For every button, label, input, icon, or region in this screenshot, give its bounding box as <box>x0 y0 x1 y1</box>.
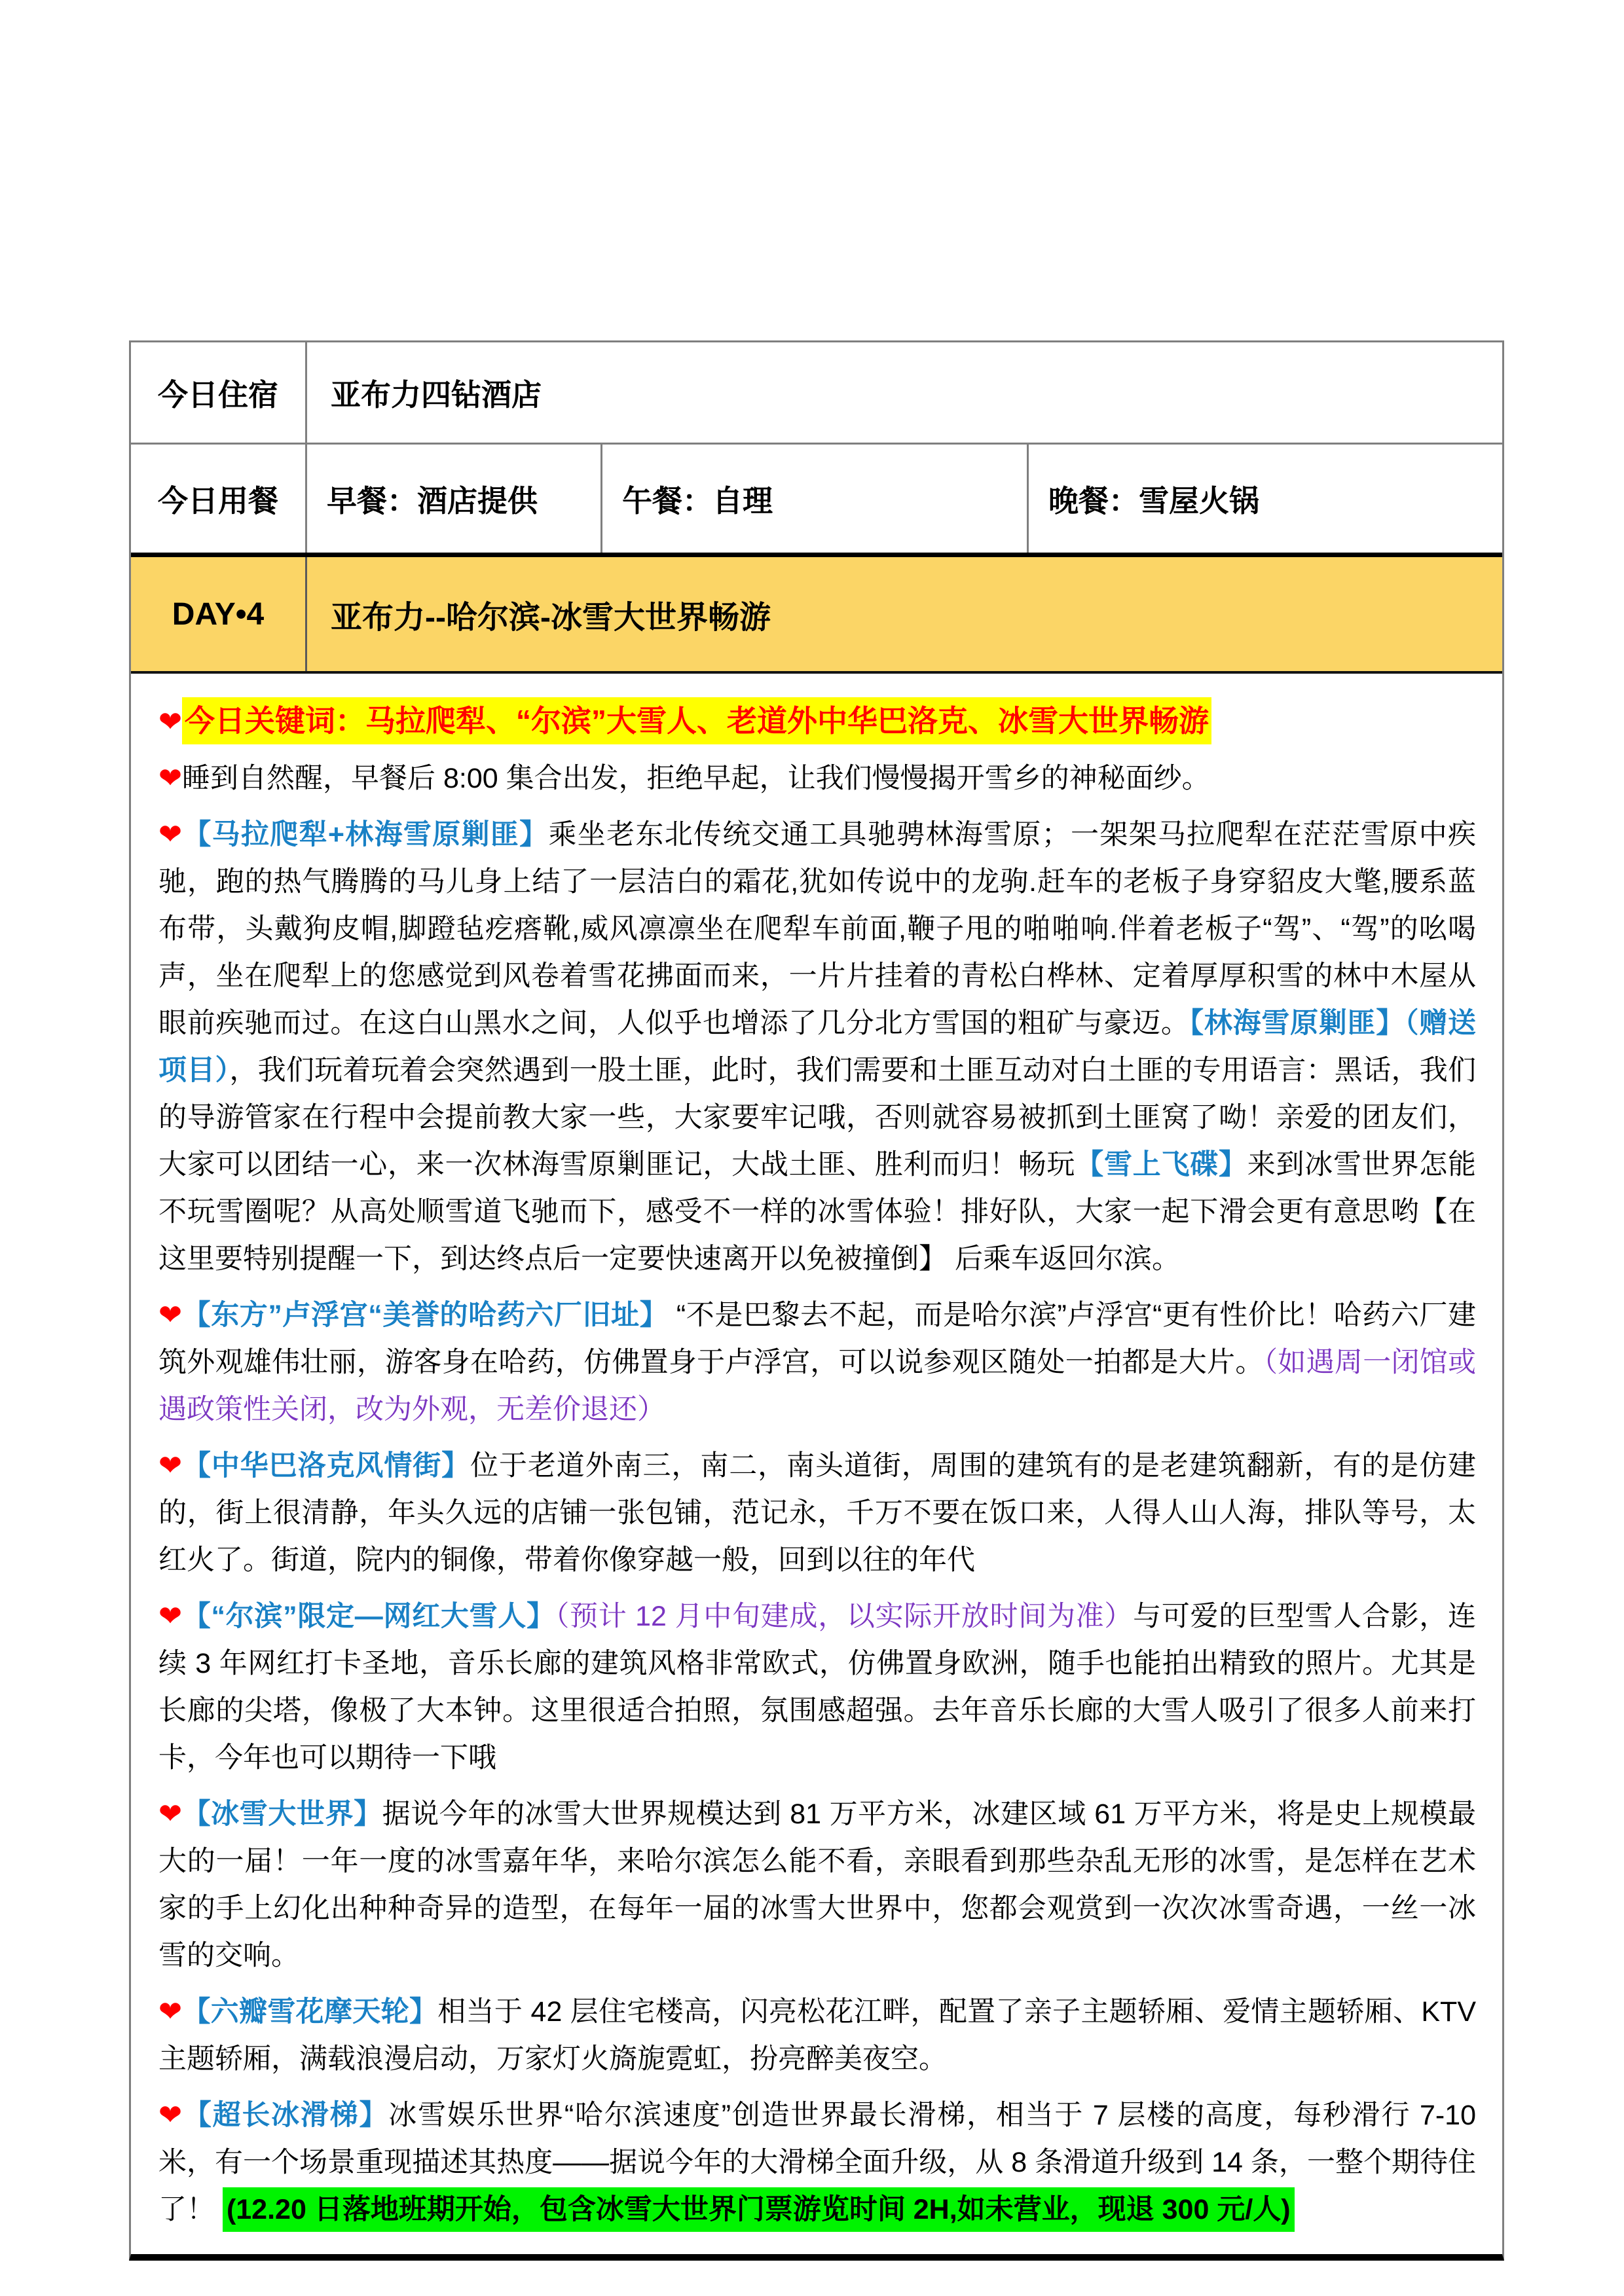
body-text: “不是巴黎去不起，而是哈尔滨”卢浮宫“更有性价比！哈药六厂建筑外观雄伟壮丽，游客身在哈药，仿佛置身于卢浮宫，可以说参观区随处一拍都是大片。 <box>158 1300 1477 1378</box>
paragraph-horse-sledge <box>158 811 1476 1283</box>
paragraph-morning-plan <box>158 755 1476 802</box>
body-text: 乘坐老东北传统交通工具驰骋林海雪原；一架架马拉爬犁在茫茫雪原中疾驰，跑的热气腾腾的马儿身上结了一层洁白的霜花,犹如传说中的龙驹.赶车的老板子身穿貂皮大氅,腰系蓝布带，头戴狗皮帽,脚蹬毡疙瘩靴,威风凛凛坐在爬犁车前面,鞭子甩的啪啪响.伴着老板子“驾”、“驾”的吆喝声，坐在爬犁上的您感觉到风卷着雪花拂面而来，一片片挂着的青松白桦林、定着厚厚积雪的林中木屋从眼前疾驰而过。在这白山黑水之间，人似乎也增添了几分北方雪国的粗矿与豪迈。 <box>158 819 1477 1039</box>
body-text: ，我们玩着玩着会突然遇到一股土匪，此时，我们需要和土匪互动对白土匪的专用语言：黑话，我们的导游管家在行程中会提前教大家一些，大家要牢记哦，否则就容易被抓到土匪窝了呦！亲爱的团友们，大家可以团结一心，来一次林海雪原剿匪记，大战土匪、胜利而归！畅玩 <box>158 1055 1477 1180</box>
feature-title-baroque-street: 【中华巴洛克风情街】 <box>182 1450 471 1482</box>
itinerary-body <box>131 674 1502 2254</box>
meal-breakfast: 早餐：酒店提供 <box>307 445 602 553</box>
paragraph-ice-slide <box>158 2092 1476 2233</box>
heart-icon: ❤ <box>158 1300 183 1331</box>
feature-title-snow-saucer: 【雪上飞碟】 <box>1075 1149 1247 1180</box>
body-text: 与可爱的巨型雪人合影，连续 3 年网红打卡圣地，音乐长廊的建筑风格非常欧式，仿佛置身欧洲，随手也能拍出精致的照片。尤其是长廊的尖塔，像极了大本钟。这里很适合拍照，氛围感超强。去年音乐长廊的大雪人吸引了很多人前来打卡，今年也可以期待一下哦 <box>158 1601 1477 1774</box>
day-label: DAY•4 <box>131 557 307 671</box>
paragraph-baroque-street <box>158 1442 1476 1584</box>
feature-title-bandit-game: 【林海雪原剿匪】（赠送项目） <box>158 1008 1477 1086</box>
paragraph-ferris-wheel <box>158 1988 1476 2083</box>
body-text: 睡到自然醒，早餐后 8:00 集合出发，拒绝早起，让我们慢慢揭开雪乡的神秘面纱。 <box>182 763 1210 794</box>
note-closure-policy: （如遇周一闭馆或遇政策性关闭，改为外观，无差价退还） <box>158 1347 1477 1425</box>
body-text: 相当于 42 层住宅楼高，闪亮松花江畔，配置了亲子主题轿厢、爱情主题轿厢、KTV 主题轿厢，满载浪漫启动，万家灯火旖旎霓虹，扮亮醉美夜空。 <box>158 1996 1476 2075</box>
feature-title-louvre: 【东方”卢浮宫“美誉的哈药六厂旧址】 <box>182 1300 669 1331</box>
heart-icon: ❤ <box>158 1450 183 1482</box>
itinerary-table <box>129 340 1504 2261</box>
lodging-row <box>131 342 1502 445</box>
day-title: 亚布力--哈尔滨-冰雪大世界畅游 <box>331 600 771 635</box>
meals-label: 今日用餐 <box>131 445 307 553</box>
keywords-highlight: 今日关键词：马拉爬犁、“尔滨”大雪人、老道外中华巴洛克、冰雪大世界畅游 <box>182 697 1211 744</box>
lodging-label: 今日住宿 <box>131 342 307 443</box>
body-text: 据说今年的冰雪大世界规模达到 81 万平方米，冰建区域 61 万平方米，将是史上规模最大的一届！一年一度的冰雪嘉年华，来哈尔滨怎么能不看，亲眼看到那些杂乱无形的冰雪，是怎样在艺术家的手上幻化出种种奇异的造型，在每年一届的冰雪大世界中，您都会观赏到一次次冰雪奇遇，一丝一冰雪的交响。 <box>158 1798 1477 1971</box>
meal-dinner: 晚餐：雪屋火锅 <box>1048 483 1259 518</box>
heart-icon: ❤ <box>158 706 183 738</box>
promo-refund-note: (12.20 日落地班期开始，包含冰雪大世界门票游览时间 2H,如未营业，现退 300 元/人) <box>223 2187 1295 2232</box>
body-text: 位于老道外南三，南二，南头道街，周围的建筑有的是老建筑翻新，有的是仿建的，街上很清静，年头久远的店铺一张包铺，范记永，千万不要在饭口来，人得人山人海，排队等号，太红火了。街道，院内的铜像，带着你像穿越一般，回到以往的年代 <box>158 1450 1477 1576</box>
heart-icon: ❤ <box>158 819 183 850</box>
body-text: 冰雪娱乐世界“哈尔滨速度”创造世界最长滑梯，相当于 7 层楼的高度，每秒滑行 7-10 米，有一个场景重现描述其热度——据说今年的大滑梯全面升级，从 8 条滑道升级到 14 条，一整个期待住了！ <box>158 2100 1477 2225</box>
heart-icon: ❤ <box>158 1798 183 1830</box>
day-header-row <box>131 557 1502 674</box>
heart-icon: ❤ <box>158 2100 183 2131</box>
meals-row <box>131 445 1502 557</box>
heart-icon: ❤ <box>158 1996 183 2028</box>
paragraph-keywords <box>158 697 1476 746</box>
heart-icon: ❤ <box>158 1601 183 1632</box>
feature-title-ice-slide: 【超长冰滑梯】 <box>183 2100 389 2131</box>
meal-lunch: 午餐：自理 <box>602 445 1029 553</box>
note-opening-time: （预计 12 月中旬建成，以实际开放时间为准） <box>555 1601 1134 1632</box>
body-text: 来到冰雪世界怎能不玩雪圈呢？从高处顺雪道飞驰而下，感受不一样的冰雪体验！排好队，大家一起下滑会更有意思哟【在这里要特别提醒一下，到达终点后一定要快速离开以免被撞倒】 后乘车返回尔滨。 <box>158 1149 1477 1275</box>
feature-title-ferris-wheel: 【六瓣雪花摩天轮】 <box>182 1996 438 2028</box>
paragraph-ice-snow-world <box>158 1791 1476 1979</box>
feature-title-big-snowman: 【“尔滨”限定—网红大雪人】 <box>182 1601 555 1632</box>
lodging-value: 亚布力四钻酒店 <box>331 377 542 412</box>
paragraph-louvre <box>158 1292 1476 1433</box>
heart-icon: ❤ <box>158 763 183 794</box>
feature-title-horse-sledge: 【马拉爬犁+林海雪原剿匪】 <box>183 819 549 850</box>
feature-title-ice-snow-world: 【冰雪大世界】 <box>182 1798 382 1830</box>
paragraph-big-snowman <box>158 1593 1476 1781</box>
